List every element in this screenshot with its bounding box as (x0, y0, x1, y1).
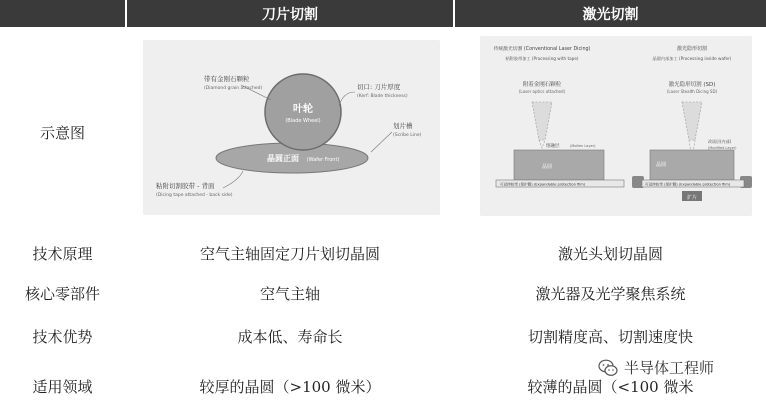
watermark (598, 357, 714, 378)
row-label-advantages: 技术优势 (32, 328, 93, 346)
principle-blade: 空气主轴固定刀片划切晶圆 (199, 245, 380, 263)
left-wafer (514, 150, 604, 180)
principle-laser: 激光头划切晶圆 (557, 245, 663, 263)
wafer-label-cn: 晶圆正面 (267, 154, 299, 163)
advantages-laser: 切割精度高、切割速度快 (527, 328, 693, 346)
application-blade: 较厚的晶圆（>100 微米） (199, 378, 381, 396)
laser-dicing-diagram (480, 36, 752, 216)
row-label-application: 适用领域 (32, 378, 93, 396)
tape-label-en: (Dicing tape attached - back side) (156, 193, 233, 198)
scribe-label-cn: 划片槽 (393, 122, 413, 130)
damage-label-cn: 熔融层 (546, 144, 560, 149)
wafer-label-en: (Wafer Front) (306, 157, 340, 163)
blade-dicing-diagram (143, 40, 440, 215)
lens-label-en: (Laser optics attached) (518, 89, 566, 94)
header-laser-dicing: 激光切割 (455, 0, 766, 27)
advantages-blade: 成本低、寿命长 (237, 328, 343, 346)
row-label-principle: 技术原理 (32, 245, 93, 263)
wechat-icon (598, 358, 618, 378)
right-tape-label: 可延伸胶带 (保护膜) (Expandable protection film) (645, 182, 731, 187)
lens2-label-cn: 激光隐形切割 (SD) (668, 82, 716, 88)
kerf-label-en: (Kerf: Blade thickness) (357, 94, 408, 99)
stealth-sub: 晶圆内部加工 (Processing inside wafer) (652, 56, 732, 61)
conventional-title: 传统激光切割 (Conventional Laser Dicing) (493, 47, 591, 52)
conventional-sub: 粘附胶带加工 (Processing with tape) (505, 56, 579, 61)
lens2-label-en: (Laser Stealth Dicing SD) (666, 89, 718, 94)
diamond-label-cn: 带有金刚石颗粒 (204, 75, 250, 83)
tape-label-cn: 粘附切割胶带 - 背面 (156, 182, 215, 190)
wheel-label-en: (Blade Wheel) (285, 118, 321, 124)
components-laser: 激光器及光学聚焦系统 (535, 285, 686, 303)
diamond-label-en: (Diamond grain attached) (204, 86, 263, 91)
left-tape-label: 可延伸胶带 (保护膜) (Expandable protection film) (500, 182, 586, 187)
application-laser: 较薄的晶圆（<100 微米 (527, 378, 694, 396)
mod-label-en: (Modified Layer) (708, 146, 737, 150)
damage-label-en: (Molten Layer) (570, 144, 596, 148)
right-wafer-cn: 晶圆 (656, 162, 667, 168)
expand-label: 扩片 (686, 195, 698, 201)
row-label-diagram: 示意图 (39, 124, 85, 142)
wheel-label-cn: 叶轮 (293, 104, 313, 115)
left-wafer-cn: 晶圆 (542, 164, 553, 170)
stealth-title: 激光隐形切割 (676, 46, 708, 52)
watermark-text: 半导体工程师 (624, 359, 715, 377)
kerf-label-cn: 切口: 刀片厚度 (357, 83, 401, 91)
row-label-components: 核心零部件 (24, 285, 100, 303)
mod-label-cn: 改质层(内部) (708, 139, 732, 144)
scribe-label-en: (Scribe Line) (393, 133, 422, 138)
components-blade: 空气主轴 (259, 285, 320, 303)
lens-label-cn: 附着金刚石颗粒 (522, 82, 562, 88)
header-blade-dicing: 刀片切割 (127, 0, 453, 27)
header-blank (0, 0, 125, 27)
